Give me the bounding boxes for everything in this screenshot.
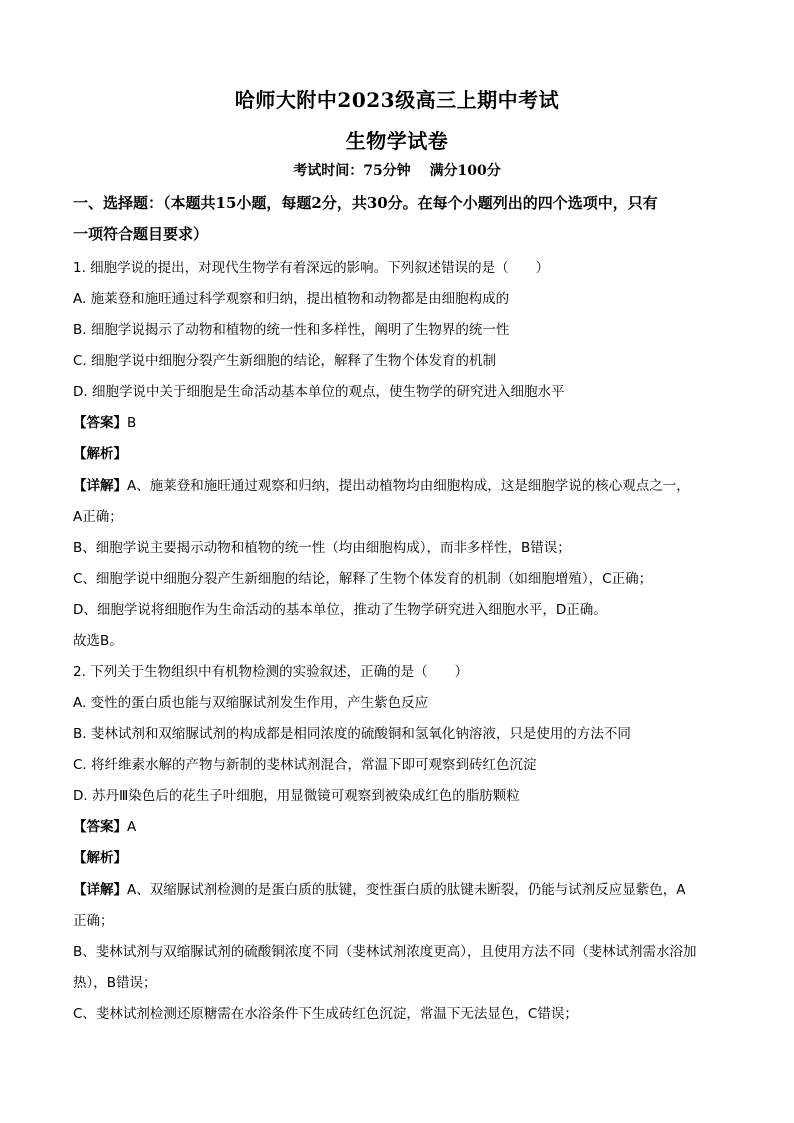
exam-subtitle: 生物学试卷	[345, 129, 449, 153]
q1-answer-tag: 【答案】	[73, 415, 127, 431]
q1-option-b: B. 细胞学说揭示了动物和植物的统一性和多样性，阐明了生物界的统一性	[73, 322, 510, 338]
q1-answer-value: B	[127, 415, 137, 431]
q2-answer	[73, 817, 721, 837]
q2-option-b: B. 斐林试剂和双缩脲试剂的构成都是相同浓度的硫酸铜和氢氧化钠溶液，只是使用的方法不同	[73, 726, 631, 742]
q2-analysis-tag	[73, 848, 721, 868]
q2-detail-line-5: C、斐林试剂检测还原糖需在水浴条件下生成砖红色沉淀，常温下无法显色，C错误；	[73, 1006, 578, 1022]
section-heading-line-1: 一、选择题：（本题共15小题，每题2分，共30分。在每个小题列出的四个选项中，只有	[73, 194, 658, 212]
q2-detail-line-3: B、斐林试剂与双缩脲试剂的硫酸铜浓度不同（斐林试剂浓度更高），且使用方法不同（斐林试剂需水浴加	[73, 944, 697, 960]
q1-detail-text-1: A、施莱登和施旺通过观察和归纳，提出动植物均由细胞构成，这是细胞学说的核心观点之一，	[127, 478, 690, 494]
q2-detail-line-4: 热），B错误；	[73, 975, 157, 991]
q1-conclusion: 故选B。	[73, 633, 123, 649]
q2-answer-value: A	[127, 819, 137, 835]
exam-score: 满分100分	[429, 163, 501, 179]
q2-option-a: A. 变性的蛋白质也能与双缩脲试剂发生作用，产生紫色反应	[73, 695, 429, 711]
q2-detail-line-2: 正确；	[73, 913, 114, 929]
q2-option-d: D. 苏丹Ⅲ染色后的花生子叶细胞，用显微镜可观察到被染成红色的脂肪颗粒	[73, 788, 520, 804]
q1-detail-line-4: C、细胞学说中细胞分裂产生新细胞的结论，解释了生物个体发育的机制（如细胞增殖），C正确；	[73, 571, 653, 587]
q1-option-d: D. 细胞学说中关于细胞是生命活动基本单位的观点，使生物学的研究进入细胞水平	[73, 384, 565, 400]
exam-time: 考试时间：75分钟	[293, 163, 411, 179]
q1-detail-line-2: A正确；	[73, 509, 123, 525]
q1-detail-line-5: D、细胞学说将细胞作为生命活动的基本单位，推动了生物学研究进入细胞水平，D正确。	[73, 602, 607, 618]
q1-detail-tag: 【详解】	[73, 478, 127, 494]
q2-detail-line-1	[73, 880, 721, 900]
q2-detail-text-1: A、双缩脲试剂检测的是蛋白质的肽键，变性蛋白质的肽键未断裂，仍能与试剂反应显紫色，A	[127, 882, 686, 898]
exam-meta	[0, 160, 794, 180]
q1-analysis-label: 【解析】	[73, 446, 127, 462]
q2-answer-tag: 【答案】	[73, 819, 127, 835]
q2-analysis-label: 【解析】	[73, 850, 127, 866]
q1-stem: 1. 细胞学说的提出，对现代生物学有着深远的影响。下列叙述错误的是（ ）	[73, 260, 550, 276]
q1-detail-line-1	[73, 476, 721, 496]
q1-option-a: A. 施莱登和施旺通过科学观察和归纳，提出植物和动物都是由细胞构成的	[73, 291, 510, 307]
q2-option-c: C. 将纤维素水解的产物与新制的斐林试剂混合，常温下即可观察到砖红色沉淀	[73, 757, 537, 773]
exam-title: 哈师大附中2023级高三上期中考试	[234, 88, 560, 112]
q1-answer	[73, 413, 721, 433]
q1-detail-line-3: B、细胞学说主要揭示动物和植物的统一性（均由细胞构成），而非多样性，B错误；	[73, 540, 571, 556]
q2-stem: 2. 下列关于生物组织中有机物检测的实验叙述，正确的是（ ）	[73, 664, 469, 680]
section-heading-line-2: 一项符合题目要求）	[73, 225, 209, 243]
q2-detail-tag: 【详解】	[73, 882, 127, 898]
q1-analysis-tag	[73, 444, 721, 464]
q1-option-c: C. 细胞学说中细胞分裂产生新细胞的结论，解释了生物个体发育的机制	[73, 353, 497, 369]
